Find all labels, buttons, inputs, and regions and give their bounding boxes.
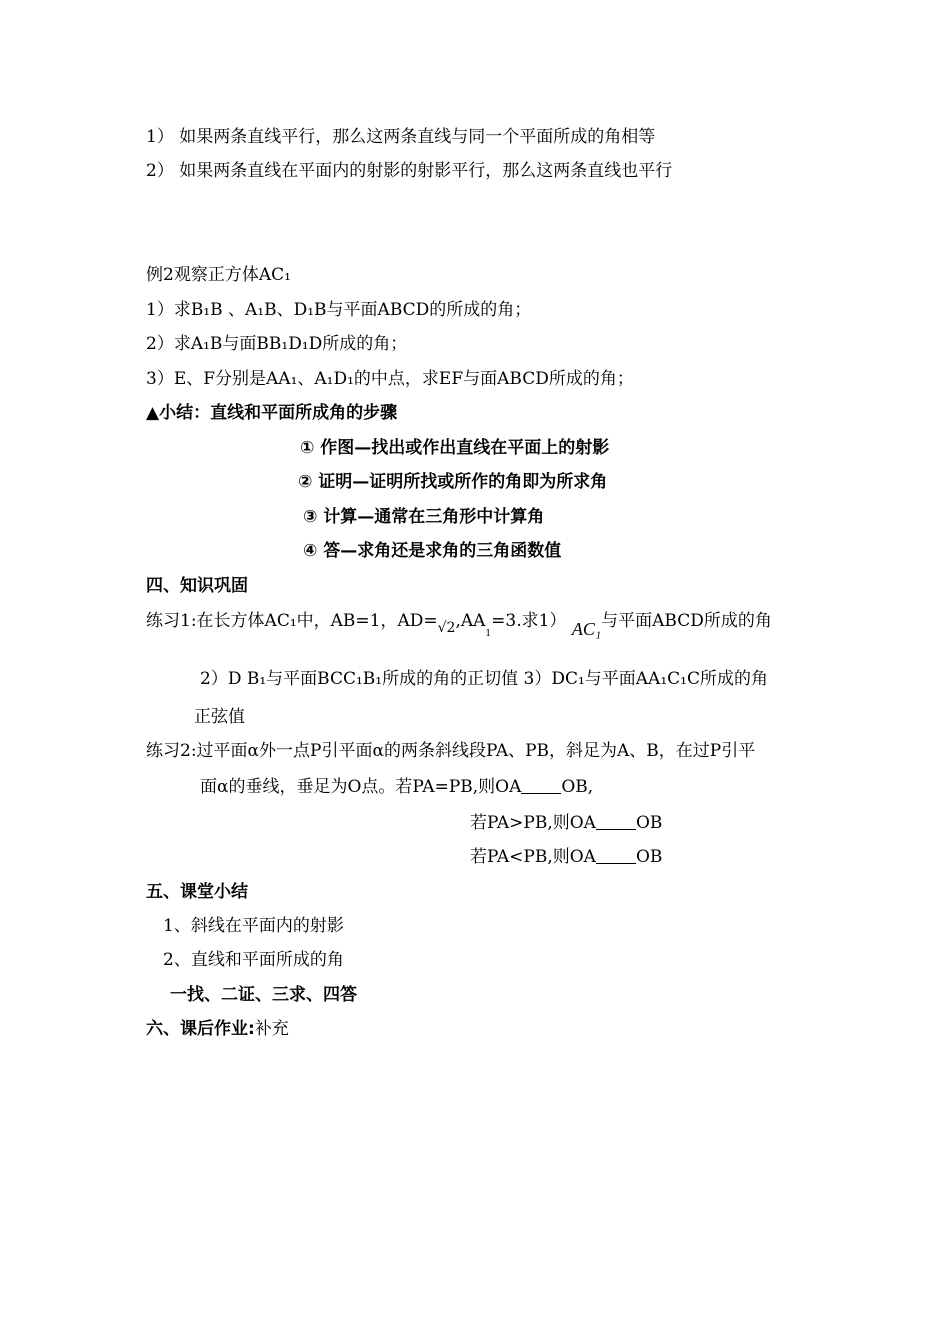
practice-1-text-a: 练习1:在长方体AC₁中，AB=1，AD= [146, 611, 438, 631]
summary-heading: ▲小结：直线和平面所成角的步骤 [146, 403, 398, 423]
practice-2-line-1: 练习2:过平面α外一点P引平面α的两条斜线段PA、PB，斜足为A、B，在过P引平 [146, 741, 756, 761]
blank-1 [521, 779, 561, 794]
practice-2-line-2-a: 面α的垂线，垂足为O点。若PA=PB,则OA [200, 777, 522, 797]
example-2-question-3: 3）E、F分别是AA₁、A₁D₁的中点，求EF与面ABCD所成的角； [146, 369, 634, 389]
class-summary-2: 2、直线和平面所成的角 [163, 950, 344, 970]
practice-1-line-2: 2）D B₁与平面BCC₁B₁所成的角的正切值 3）DC₁与平面AA₁C₁C所成的角 [200, 669, 768, 689]
section-5-heading: 五、课堂小结 [146, 882, 248, 902]
practice-1-text-c: =3.求1） [491, 611, 567, 631]
practice-2-line-3-b: OB [635, 813, 663, 833]
class-summary-1: 1、斜线在平面内的射影 [163, 916, 344, 936]
practice-1-line-3: 正弦值 [194, 707, 245, 727]
practice-2-line-3-a: 若PA>PB,则OA [470, 813, 596, 833]
blank-3 [596, 849, 636, 864]
statement-1: 1） 如果两条直线平行，那么这两条直线与同一个平面所成的角相等 [146, 127, 656, 147]
practice-2-line-3 [470, 812, 662, 834]
class-summary-3: 一找、二证、三求、四答 [170, 985, 357, 1005]
blank-2 [596, 815, 636, 830]
practice-2-line-2-b: OB, [561, 777, 594, 797]
practice-1-subscript: 1 [485, 629, 492, 639]
practice-1-text-d: 与平面ABCD所成的角 [601, 611, 772, 631]
example-2-title: 例2观察正方体AC₁ [146, 265, 291, 285]
sqrt-2: √2 [437, 620, 456, 636]
practice-2-line-4-b: OB [635, 847, 663, 867]
practice-1-text-b: ,AA [455, 611, 486, 631]
section-4-heading: 四、知识巩固 [146, 576, 248, 596]
section-6-heading: 六、课后作业: [146, 1019, 255, 1039]
section-6-line [146, 1018, 289, 1040]
summary-step-3: ③ 计算—通常在三角形中计算角 [303, 507, 545, 527]
practice-2-line-4-a: 若PA<PB,则OA [470, 847, 596, 867]
section-6-value: 补充 [254, 1019, 289, 1039]
formula-ac1: AC₁ [571, 619, 602, 639]
statement-2: 2） 如果两条直线在平面内的射影的射影平行，那么这两条直线也平行 [146, 161, 673, 181]
summary-step-4: ④ 答—求角还是求角的三角函数值 [303, 541, 562, 561]
example-2-question-1: 1）求B₁B 、A₁B、D₁B与平面ABCD的所成的角； [146, 300, 532, 320]
practice-2-line-4 [470, 846, 662, 868]
practice-2-line-2 [200, 776, 593, 798]
summary-step-2: ② 证明—证明所找或所作的角即为所求角 [298, 472, 608, 492]
practice-1-line-1 [146, 609, 772, 639]
example-2-question-2: 2）求A₁B与面BB₁D₁D所成的角； [146, 334, 408, 354]
summary-step-1: ① 作图—找出或作出直线在平面上的射影 [300, 438, 610, 458]
